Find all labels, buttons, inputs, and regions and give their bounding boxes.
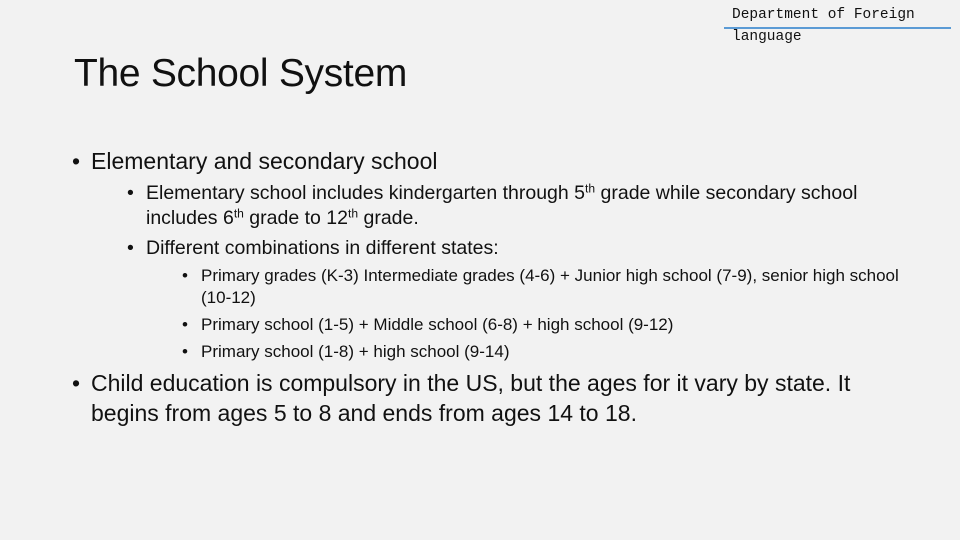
bullet-compulsory-education: • Child education is compulsory in the US, but the ages for it vary by state. It begins from ages 5 to 8 and ends from ages 14 to 18. <box>72 368 902 428</box>
sub-bullet-text-part: grade while secondary school includes 6 <box>146 182 858 229</box>
superscript-th: th <box>585 181 596 196</box>
header-divider <box>724 27 951 29</box>
sub-bullet-grades <box>127 181 902 231</box>
bullet-list <box>72 146 902 428</box>
superscript-th: th <box>347 206 359 221</box>
sub-bullet-text-part: grade to 12 <box>243 207 348 229</box>
superscript-th: th <box>233 206 244 221</box>
bullet-text: Elementary and secondary school <box>91 148 438 174</box>
combination-item: • Primary school (1-8) + high school (9-14) <box>182 341 902 363</box>
slide-title: The School System <box>74 52 408 95</box>
sub-bullet-combinations <box>127 236 902 363</box>
combination-item: • Primary school (1-5) + Middle school (6-8) + high school (9-12) <box>182 314 902 336</box>
bullet-elementary-secondary <box>72 146 902 363</box>
department-label-line2: language <box>732 29 802 45</box>
slide-body <box>72 146 902 428</box>
department-label-line1: Department of Foreign <box>732 7 915 23</box>
sub-bullet-text: Different combinations in different states: <box>146 237 499 259</box>
sub-sub-bullet-list <box>146 265 902 363</box>
combination-item: • Primary grades (K-3) Intermediate grades (4-6) + Junior high school (7-9), senior high school (10-12) <box>182 265 902 309</box>
sub-bullet-text-part: grade. <box>358 207 419 229</box>
department-label <box>724 4 950 48</box>
sub-bullet-text-part: Elementary school includes kindergarten through 5 <box>146 182 586 204</box>
sub-bullet-list <box>91 181 902 363</box>
